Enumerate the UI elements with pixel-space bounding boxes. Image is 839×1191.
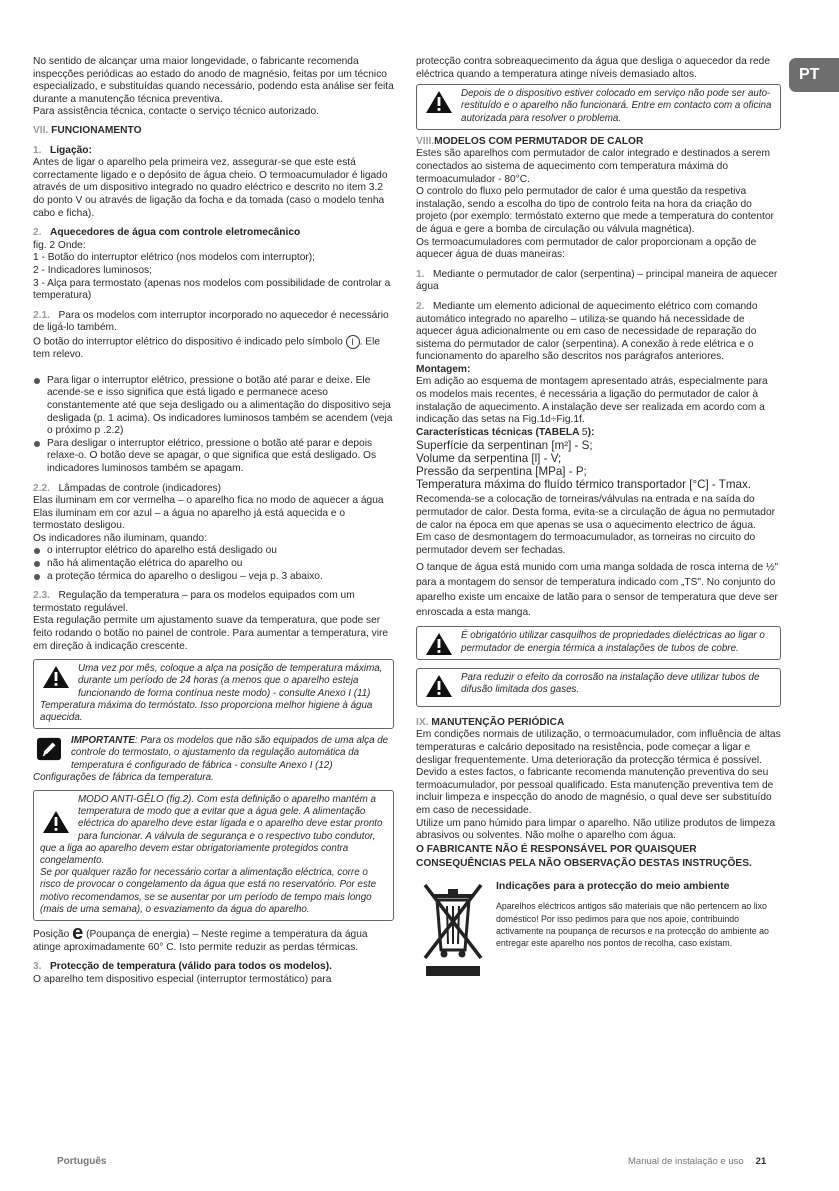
section-title: MODELOS COM PERMUTADOR DE CALOR (434, 135, 644, 147)
subheading-ligacao (33, 145, 394, 158)
option-item (416, 269, 781, 294)
protecao-text: O aparelho tem dispositivo especial (interruptor termostático) para (33, 973, 332, 985)
bullet-item: Para ligar o interruptor elétrico, pressione o botão até parar e deixe. Ele acende-se e isso significa que está ligado e permanece aceso constantemente até que seja desligado ou a alimentação do dispositivo seja desligada (p. 1 acima). Os indicadores luminosos também se acendem (veja o próximo p .2.2) (33, 375, 394, 438)
warning-box (416, 84, 781, 130)
indicator-text: Elas iluminam em cor azul – a água no aparelho já está aquecida e o termostato desligou. (33, 507, 346, 532)
tech-spec: Pressão da serpentina [MPa] - P; (416, 465, 587, 479)
important-text: : Para os modelos que não são equipados de uma alça de controle do termostato, o ajustamento da regulação automática da temperatura é configurado de fábrica - consulte Anexo I (12) Configurações de fábrica da temperatura. (33, 735, 389, 783)
warning-text: Se por qualquer razão for necessário cortar a alimentação eléctrica, corre o risco de provocar o congelamento da água que está no reservatório. Por este motivo recomendamos, se se ausentar por um período de tempo mais longo (mais de uma semana), o esvaziamento da água do aparelho. (40, 867, 377, 915)
manutencao-text: Em condições normais de utilização, o termoacumulador, com influência de altas temperaturas e calcário depositado na resistência, pode começar a ligar e desligar frequentemente. Uma deterioração da protecção térmica é possível. Devido a estes factos, o fabricante recomenda manutenção preventiva do seu termoacumulador, por pessoal qualificado. Esta manutenção preventiva tem de incluir limpeza e inspecção do anodo de magnésio, o qual deve ser substituído em caso de necessidade. (416, 729, 781, 816)
crossed-bin-icon (420, 880, 486, 980)
bullet-item: não há alimentação elétrica do aparelho ou (33, 558, 394, 571)
permutador-text: Estes são aparelhos com permutador de calor integrado e destinados a serem conectados ao sistema de aquecimento com temperatura máxima do termoacumulador - 80°C. (416, 148, 770, 185)
language-tab: PT (789, 58, 839, 92)
section-title: MANUTENÇÃO PERIÓDICA (431, 716, 565, 728)
item-text: . Ele tem relevo. (33, 336, 381, 361)
section-heading-ix (416, 717, 781, 730)
page-number: 21 (755, 1156, 767, 1167)
fig-line: 2 - Indicadores luminosos; (33, 264, 152, 276)
manutencao-text: Utilize um pano húmido para limpar o aparelho. Não utilize produtos de limpeza abrasivos ou solventes. Não molhe o aparelho com água. (416, 817, 776, 842)
section-number: IX. (416, 716, 429, 728)
item-number: 1. (33, 144, 42, 156)
subsection-2-1 (33, 310, 394, 335)
item-title: Aquecedores de água com controle eletromecânico (50, 227, 301, 239)
bullet-item: o interruptor elétrico do aparelho está desligado ou (33, 545, 394, 558)
fig-line: 3 - Alça para termostato (apenas nos modelos com possibilidade de controlar a temperatura) (33, 277, 391, 302)
ligacao-text: Antes de ligar o aparelho pela primeira vez, assegurar-se que este está correctamente ligado e o depósito de água cheio. O termoacumulador é ligado através de um dispositivo integrado no quadro eléctrico e descrito no item 3.2 do ponto V ou através de ligação da focha e da tomada (caso o modelo tenha cabo e ficha). (33, 157, 388, 219)
permutador-text: O controlo do fluxo pelo permutador de calor é uma questão da respetiva instalação, sendo a escolha do tipo de controlo feita na hora da criação do projeto (por exemplo: termóstato externo que mede a temperatura do contentor de água e gere a bomba de circulação ou válvula magnética). (416, 186, 774, 235)
subheading-protecao (33, 961, 394, 974)
tech-spec: Temperatura máxima do fluído térmico transportador [°C] - Tmax. (416, 478, 751, 492)
left-column (33, 56, 394, 986)
energy-saving-position (33, 922, 394, 954)
tech-spec: Superfície da serpentinan [m²] - S; (416, 439, 593, 453)
regulation-text: Esta regulação permite um ajustamento suave da temperatura, que pode ser feito rodando o botão no painel de controle. Para aumentar a temperatura, vire em direção à indicação crescente. (33, 615, 389, 652)
eco-mode-icon: e (72, 922, 84, 945)
warning-box (33, 790, 394, 921)
warning-text: Para reduzir o efeito da corrosão na instalação deve utilizar tubos de difusão limitada dos gases. (461, 671, 760, 696)
warning-icon (425, 632, 453, 656)
permutador-text: Os termoacumuladores com permutador de calor proporcionam a opção de aquecer água de duas maneiras: (416, 236, 757, 261)
item-title: Protecção de temperatura (válido para todos os modelos). (50, 961, 332, 973)
footer-language: Português (57, 1156, 107, 1167)
fig-line: 1 - Botão do interruptor elétrico (nos modelos com interruptor); (33, 252, 315, 264)
tech-title (416, 427, 781, 440)
montagem-text: Em adição ao esquema de montagem apresentado atrás, especialmente para os modelos mais recentes, é necessária a ligação do permutador de calor à instalação de aquecimento. A instalação deve ser realizada em acordo com a indicação das setas na Fig.1d÷Fig.1f. (416, 376, 768, 426)
recommendation-text: Recomenda-se a colocação de torneiras/válvulas na entrada e na saída do permutador de calor. Desta forma, evita-se a circulação de água no permutador de calor na época em que apenas se usa o aquecimento electrico de água. (416, 494, 776, 531)
footer-manual (628, 1156, 766, 1167)
section-heading-vii (33, 125, 394, 138)
item-text: Lâmpadas de controle (indicadores) (58, 482, 222, 494)
tech-title-text: Características técnicas (TABELA (416, 426, 580, 438)
manual-title: Manual de instalação e uso (628, 1156, 744, 1167)
indicator-text: Elas iluminam em cor vermelha – o aparelho fica no modo de aquecer a água (33, 495, 384, 507)
section-title: FUNCIONAMENTO (51, 124, 142, 136)
item-text: Para os modelos com interruptor incorporado no aquecedor é necessário de ligá-lo também. (33, 309, 389, 334)
power-symbol-line (33, 335, 394, 362)
item-number: 2.1. (33, 309, 50, 321)
environment-section (416, 880, 781, 980)
subsection-2-2 (33, 483, 394, 496)
item-text: O botão do interruptor elétrico do dispositivo é indicado pelo símbolo (33, 336, 343, 348)
tech-title-close: ): (587, 426, 595, 438)
warning-box (416, 668, 781, 707)
indicator-text: Os indicadores não iluminam, quando: (33, 532, 207, 544)
item-text: (Poupança de energia) – Neste regime a temperatura da água atinge aproximadamente 60° C. Isto permite reduzir as perdas térmicas. (33, 929, 368, 953)
important-label: IMPORTANTE (71, 735, 135, 747)
warning-icon (425, 90, 453, 114)
item-text: Mediante o permutador de calor (serpentina) – principal maneira de aquecer água (416, 268, 778, 293)
section-heading-viii (416, 136, 781, 149)
warning-icon (42, 665, 70, 689)
section-number: VII. (33, 124, 49, 136)
tech-table-number: 5 (581, 426, 588, 438)
intro-paragraph: No sentido de alcançar uma maior longevidade, o fabricante recomenda inspecções periódicas ao estado do anodo de magnésio, feitas por um técnico especializado, e substituídas quando necessário, podendo esta análise ser feita durante a manutenção técnica preventiva. (33, 56, 394, 105)
option-item (416, 301, 781, 364)
montagem-title: Montagem: (416, 363, 471, 375)
desmontagem-text: Em caso de desmontagem do termoacumulador, as torneiras no circuito do permutador devem ser fechadas. (416, 532, 756, 556)
tanque-text: O tanque de água está munido com uma manga soldada de rosca interna de ½" para a montagem do sensor de temperatura indicado com „TS". No conjunto do aparelho existe um encaixe de latão para o sensor de temperatura que deve ser enroscada a esta manga. (416, 562, 779, 619)
warning-text: Uma vez por mês, coloque a alça na posição de temperatura máxima, durante um período de 24 horas (a menos que o aparelho esteja funcionando de forma contínua neste modo) - consulte Anexo I (11) Temperatura máxima do termóstato. Isso proporciona melhor higiene à água aquecida. (40, 663, 383, 724)
warning-icon (42, 810, 70, 834)
fig-line: fig. 2 Onde: (33, 239, 86, 251)
section-number: VIII. (416, 135, 435, 147)
item-title: Ligação: (50, 144, 92, 156)
warning-text: Depois de o dispositivo estiver colocado em serviço não pode ser auto-restituído e o aparelho não funcionará. Entre em contacto com a oficina autorizada para resolver o problema. (461, 88, 772, 124)
warning-icon (425, 674, 453, 698)
tech-spec: Volume da serpentina [l] - V; (416, 452, 562, 466)
environment-body: Aparelhos eléctricos antigos são materiais que não pertencem ao lixo doméstico! Por isso pedimos para que nos apoie, contribuindo activamente na poupança de recursos e na protecção do ambiente ao entregar este aparelho nos pontos de recolha, caso existam. (496, 901, 769, 948)
bullet-item: a proteção térmica do aparelho o desligou – veja p. 3 abaixo. (33, 571, 394, 584)
item-number: 2.3. (33, 590, 50, 602)
continued-text: protecção contra sobreaquecimento da água que desliga o aquecedor da rede eléctrica quando a temperatura atinge níveis demasiado altos. (416, 56, 770, 80)
bullet-item: Para desligar o interruptor elétrico, pressione o botão até parar e depois relaxe-o. O botão deve se apagar, o que significa que está desligado. Os indicadores luminosos também se apagam. (33, 438, 394, 476)
environment-title: Indicações para a protecção do meio ambiente (496, 879, 730, 892)
subheading-aquecedores (33, 227, 394, 240)
right-column (416, 56, 781, 980)
warning-box (33, 659, 394, 729)
item-number: 2.2. (33, 482, 50, 494)
environment-text-block (496, 880, 781, 949)
intro-paragraph-2: Para assistência técnica, contacte o serviço técnico autorizado. (33, 106, 319, 118)
item-text: Regulação da temperatura – para os modelos equipados com um termostato regulável. (33, 590, 355, 614)
subsection-2-3 (33, 590, 394, 615)
warning-box (416, 626, 781, 659)
pencil-icon (35, 737, 63, 761)
item-text: Posição (33, 929, 70, 941)
warning-text: É obrigatório utilizar casquilhos de propriedades dieléctricas ao ligar o permutador de energia térmica a instalações de tubos de cobre. (461, 630, 765, 654)
item-number: 2. (416, 300, 425, 312)
important-note (33, 735, 394, 784)
item-text: Mediante um elemento adicional de aquecimento elétrico com comando automático integrado no aparelho – utiliza-se quando há necessidade de aquecer água adicionalmente ou em caso de necessidade de reparação do sistema do permutador de calor (serpentina). A conexão à rede elétrica e o funcionamento do aparelho são descritos nos parágrafos anteriores. (416, 300, 758, 363)
power-button-icon: I (346, 335, 360, 349)
warning-text: MODO ANTI-GÊLO (fig.2). Com esta definição o aparelho mantém a temperatura de modo que a evitar que a água gele. A alimentação eléctrica do aparelho deve estar ligada e o aparelho deve estar pronto para funcionar. A válvula de segurança e o respectivo tubo condutor, que a liga ao aparelho devem estar obrigatoriamente protegidos contra congelamento. (40, 794, 383, 867)
item-number: 2. (33, 227, 42, 239)
manufacturer-disclaimer: O FABRICANTE NÃO É RESPONSÁVEL POR QUAISQUER CONSEQUÊNCIAS PELA NÃO OBSERVAÇÃO DESTAS INSTRUÇÕES. (416, 843, 752, 870)
item-number: 1. (416, 268, 425, 280)
item-number: 3. (33, 961, 42, 973)
